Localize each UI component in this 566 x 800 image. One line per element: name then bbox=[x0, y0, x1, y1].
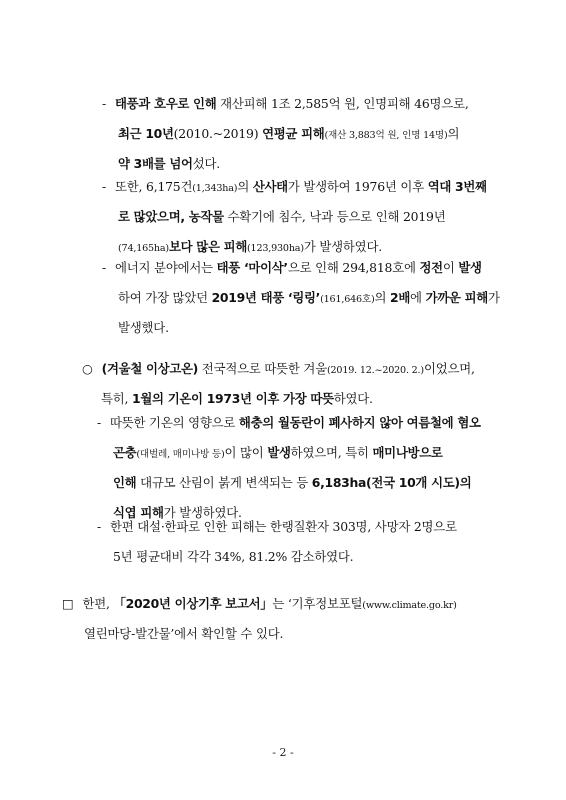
text-line bbox=[102, 283, 500, 313]
bullet-marker: ○ bbox=[82, 361, 93, 376]
text-span: 대규모 산림이 붉게 변색되는 등 bbox=[136, 475, 312, 490]
text-span: 의 bbox=[237, 179, 253, 194]
emphasis-text: (겨울철 이상고온) bbox=[101, 361, 199, 376]
text-line bbox=[62, 589, 457, 619]
text-line bbox=[62, 619, 457, 649]
text-span: 수확기에 침수, 낙과 등으로 인해 2019년 bbox=[223, 209, 446, 224]
text-span: 하였으며, 특히 bbox=[290, 445, 373, 460]
emphasis-text: 매미나방으로 bbox=[372, 445, 443, 460]
text-span: 섰다. bbox=[192, 156, 220, 171]
paragraph-report-notice bbox=[62, 589, 457, 649]
emphasis-text: 정전 bbox=[419, 260, 443, 275]
text-span: 으로 인해 294,818호에 bbox=[287, 260, 420, 275]
emphasis-text: 로 많았으며, 농작물 bbox=[118, 209, 224, 224]
bullet-marker: - bbox=[102, 96, 106, 111]
emphasis-text: 6,183ha(전국 10개 시도)의 bbox=[311, 475, 472, 490]
emphasis-text: 발생 bbox=[267, 445, 291, 460]
bullet-marker: □ bbox=[62, 596, 74, 611]
emphasis-text: 인해 bbox=[113, 475, 137, 490]
text-span: (www.climate.go.kr) bbox=[362, 600, 457, 611]
paragraph-energy-outage bbox=[102, 253, 500, 343]
text-line bbox=[97, 408, 481, 438]
text-span: 이었으며, bbox=[423, 361, 475, 376]
text-span: 특히, bbox=[101, 391, 133, 406]
emphasis-text: 약 3배를 넘어 bbox=[118, 156, 193, 171]
text-span: (재산 3,883억 원, 인명 14명) bbox=[324, 130, 448, 141]
emphasis-text: 태풍 ‘마이삭’ bbox=[216, 260, 288, 275]
text-span: 발생했다. bbox=[118, 320, 169, 335]
bullet-marker: - bbox=[97, 415, 101, 430]
text-span: 는 ‘기후정보포털 bbox=[272, 596, 363, 611]
text-span: (1,343ha) bbox=[192, 183, 238, 194]
text-span: 이 많이 bbox=[224, 445, 268, 460]
emphasis-text: 산사태 bbox=[252, 179, 288, 194]
paragraph-winter-warmth bbox=[82, 354, 475, 414]
emphasis-text: 2배 bbox=[390, 290, 411, 305]
emphasis-text: 「2020년 이상기후 보고서」 bbox=[113, 596, 273, 611]
emphasis-text: 발생 bbox=[458, 260, 482, 275]
text-line bbox=[102, 202, 487, 232]
text-span: 가 발생하여 1976년 이후 bbox=[287, 179, 428, 194]
emphasis-text: 해충의 월동란이 폐사하지 않아 여름철에 혐오 bbox=[238, 415, 481, 430]
text-span: 에 bbox=[410, 290, 426, 305]
emphasis-text: 곤충 bbox=[113, 445, 137, 460]
text-span: 전국적으로 따뜻한 겨울 bbox=[198, 361, 327, 376]
text-line bbox=[82, 354, 475, 384]
text-span: (161,646호) bbox=[320, 294, 375, 305]
paragraph-typhoon-damage bbox=[102, 89, 469, 179]
text-span: 한편, bbox=[82, 596, 114, 611]
text-span: (74,165ha) bbox=[118, 243, 169, 254]
text-span: 가 발생하였다. bbox=[163, 505, 242, 520]
emphasis-text: 역대 3번째 bbox=[427, 179, 487, 194]
text-line bbox=[97, 438, 481, 468]
text-span: 열린마당-발간물’에서 확인할 수 있다. bbox=[84, 626, 284, 641]
text-span: 이 bbox=[442, 260, 459, 275]
bullet-marker: - bbox=[102, 260, 106, 275]
text-span: 가 bbox=[487, 290, 500, 305]
text-line bbox=[102, 89, 469, 119]
text-span: (대벌레, 매미나방 등) bbox=[136, 449, 225, 460]
text-span: (2010.~2019) bbox=[173, 126, 263, 141]
bullet-marker: - bbox=[102, 179, 106, 194]
text-span: 또한, 6,175건 bbox=[115, 179, 193, 194]
paragraph-landslide-crops bbox=[102, 172, 487, 262]
text-line bbox=[102, 253, 500, 283]
text-span: 한편 대설·한파로 인한 피해는 한랭질환자 303명, 사망자 2명으로 bbox=[110, 519, 457, 534]
text-span: 가 발생하였다. bbox=[303, 239, 382, 254]
emphasis-text: 태풍과 호우로 인해 bbox=[115, 96, 217, 111]
text-span: 하였다. bbox=[333, 391, 373, 406]
emphasis-text: 최근 10년 bbox=[118, 126, 174, 141]
text-line bbox=[102, 313, 500, 343]
bullet-marker: - bbox=[97, 519, 101, 534]
emphasis-text: 2019년 태풍 ‘링링’ bbox=[211, 290, 321, 305]
text-span: 5년 평균대비 각각 34%, 81.2% 감소하였다. bbox=[113, 549, 354, 564]
text-line bbox=[97, 542, 457, 572]
page-number: - 2 - bbox=[272, 746, 294, 759]
text-span: (123,930ha) bbox=[247, 243, 304, 254]
text-line bbox=[102, 172, 487, 202]
text-line bbox=[97, 468, 481, 498]
text-span: 하여 가장 많았던 bbox=[118, 290, 212, 305]
emphasis-text: 연평균 피해 bbox=[262, 126, 325, 141]
text-span: 재산피해 1조 2,585억 원, 인명피해 46명으로, bbox=[216, 96, 469, 111]
emphasis-text: 1월의 기온이 1973년 이후 가장 따뜻 bbox=[132, 391, 334, 406]
text-span: (2019. 12.~2020. 2.) bbox=[326, 365, 424, 376]
text-line bbox=[97, 512, 457, 542]
text-span: 따뜻한 기온의 영향으로 bbox=[110, 415, 239, 430]
paragraph-cold-wave bbox=[97, 512, 457, 572]
text-span: 에너지 분야에서는 bbox=[115, 260, 217, 275]
emphasis-text: 가까운 피해 bbox=[425, 290, 488, 305]
text-span: 의 bbox=[447, 126, 460, 141]
paragraph-insect-damage bbox=[97, 408, 481, 528]
text-span: 의 bbox=[374, 290, 391, 305]
emphasis-text: 보다 많은 피해 bbox=[168, 239, 247, 254]
emphasis-text: 식엽 피해 bbox=[113, 505, 164, 520]
text-line bbox=[102, 119, 469, 149]
